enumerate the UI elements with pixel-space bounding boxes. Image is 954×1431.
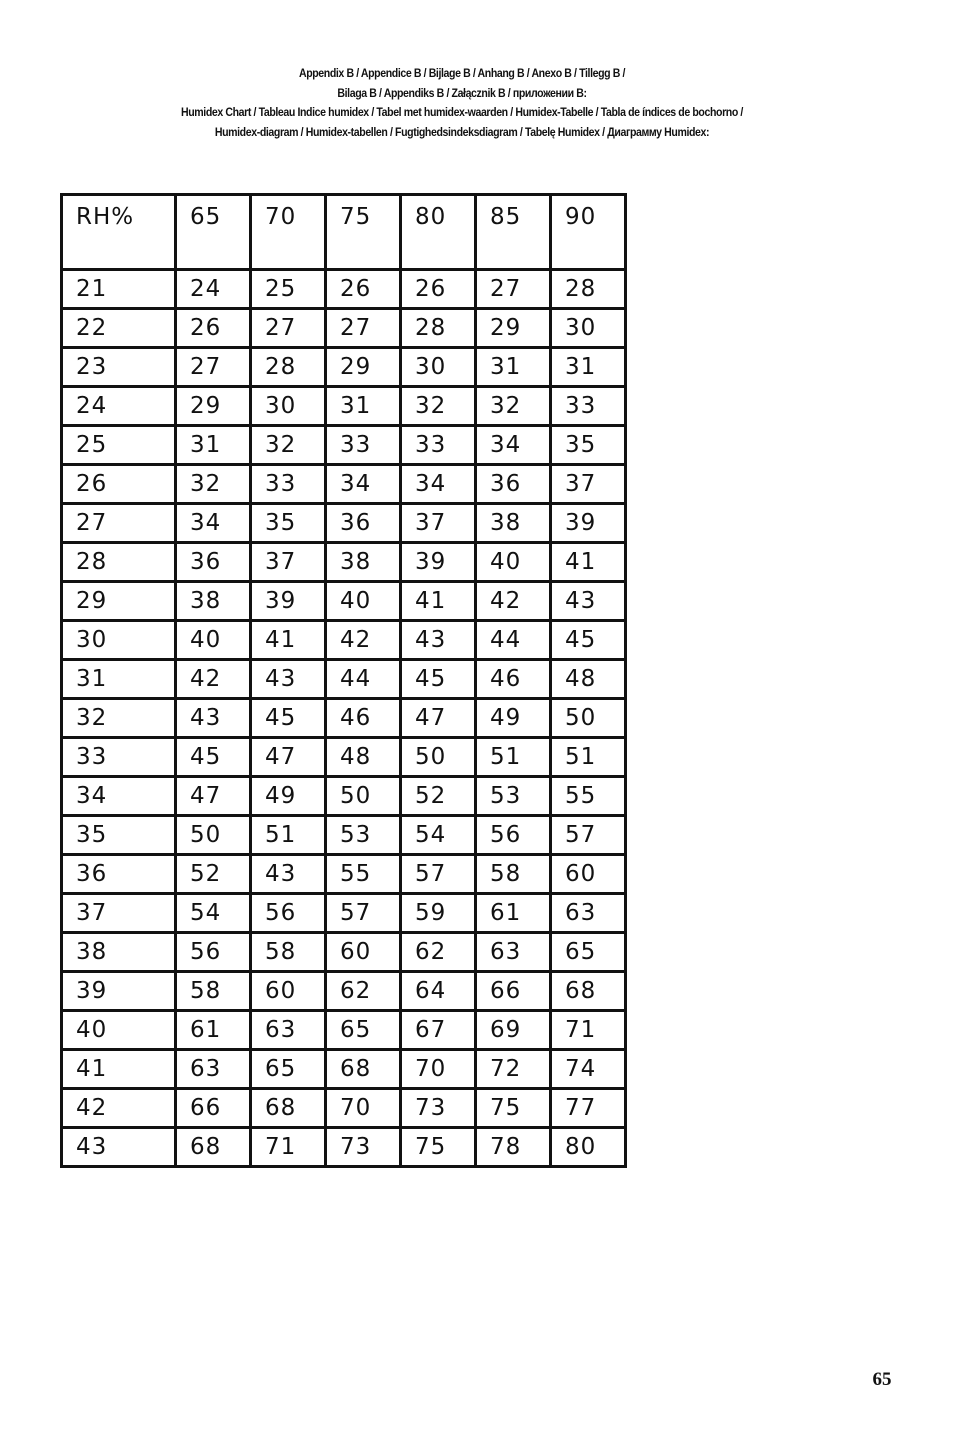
humidex-value-cell: 37 [401,504,476,543]
table-row [62,426,626,465]
humidex-value-cell: 47 [251,738,326,777]
humidex-value-cell: 25 [251,270,326,309]
humidex-value-cell: 32 [176,465,251,504]
humidex-value-cell: 56 [176,933,251,972]
humidex-value-cell: 56 [251,894,326,933]
temperature-cell: 37 [62,894,176,933]
humidex-value-cell: 40 [176,621,251,660]
humidex-value-cell: 47 [401,699,476,738]
humidex-value-cell: 51 [476,738,551,777]
table-row [62,270,626,309]
humidex-table-body [62,195,626,1167]
humidex-value-cell: 71 [551,1011,626,1050]
humidex-value-cell: 35 [551,426,626,465]
table-row [62,816,626,855]
humidex-value-cell: 43 [251,660,326,699]
table-row [62,1011,626,1050]
humidex-value-cell: 30 [251,387,326,426]
temperature-cell: 36 [62,855,176,894]
humidex-value-cell: 28 [251,348,326,387]
table-row [62,504,626,543]
header-cell: 90 [551,195,626,270]
humidex-value-cell: 42 [476,582,551,621]
humidex-value-cell: 26 [326,270,401,309]
header-cell: 85 [476,195,551,270]
humidex-value-cell: 33 [251,465,326,504]
humidex-value-cell: 33 [401,426,476,465]
humidex-value-cell: 35 [251,504,326,543]
humidex-value-cell: 32 [251,426,326,465]
humidex-value-cell: 66 [476,972,551,1011]
humidex-value-cell: 70 [401,1050,476,1089]
heading-line-4: Humidex-diagram / Humidex-tabellen / Fugtighedsindeksdiagram / Tabelę Humidex / Диаграмму Humidex: [214,124,710,139]
humidex-value-cell: 42 [176,660,251,699]
table-row [62,465,626,504]
humidex-value-cell: 44 [476,621,551,660]
humidex-value-cell: 31 [326,387,401,426]
temperature-cell: 27 [62,504,176,543]
humidex-value-cell: 62 [401,933,476,972]
humidex-value-cell: 45 [401,660,476,699]
table-row [62,777,626,816]
table-row [62,738,626,777]
humidex-value-cell: 40 [326,582,401,621]
temperature-cell: 21 [62,270,176,309]
humidex-value-cell: 43 [176,699,251,738]
table-row [62,1128,626,1167]
humidex-value-cell: 27 [476,270,551,309]
humidex-value-cell: 73 [401,1089,476,1128]
humidex-value-cell: 36 [176,543,251,582]
humidex-value-cell: 30 [401,348,476,387]
table-header-row [62,195,626,270]
humidex-value-cell: 49 [251,777,326,816]
humidex-value-cell: 43 [401,621,476,660]
humidex-value-cell: 27 [176,348,251,387]
humidex-value-cell: 43 [551,582,626,621]
humidex-value-cell: 77 [551,1089,626,1128]
humidex-value-cell: 68 [551,972,626,1011]
appendix-heading [55,64,868,142]
page-number: 65 [872,1369,892,1390]
humidex-value-cell: 27 [326,309,401,348]
table-row [62,660,626,699]
table-row [62,972,626,1011]
humidex-value-cell: 61 [176,1011,251,1050]
humidex-value-cell: 24 [176,270,251,309]
humidex-value-cell: 38 [176,582,251,621]
temperature-cell: 35 [62,816,176,855]
temperature-cell: 22 [62,309,176,348]
table-row [62,348,626,387]
heading-line-1: Appendix B / Appendice B / Bijlage B / Anhang B / Anexo B / Tillegg B / [298,66,626,80]
humidex-value-cell: 60 [551,855,626,894]
humidex-value-cell: 57 [326,894,401,933]
humidex-value-cell: 37 [551,465,626,504]
humidex-value-cell: 34 [476,426,551,465]
humidex-value-cell: 69 [476,1011,551,1050]
humidex-value-cell: 80 [551,1128,626,1167]
humidex-value-cell: 64 [401,972,476,1011]
temperature-cell: 29 [62,582,176,621]
humidex-value-cell: 49 [476,699,551,738]
humidex-value-cell: 65 [251,1050,326,1089]
heading-line-2: Bilaga B / Appendiks B / Załącznik B / приложении B: [337,85,587,100]
humidex-value-cell: 60 [251,972,326,1011]
humidex-value-cell: 36 [476,465,551,504]
humidex-value-cell: 57 [401,855,476,894]
header-cell: 75 [326,195,401,270]
humidex-value-cell: 72 [476,1050,551,1089]
humidex-value-cell: 75 [476,1089,551,1128]
humidex-value-cell: 28 [401,309,476,348]
temperature-cell: 40 [62,1011,176,1050]
table-row [62,1089,626,1128]
temperature-cell: 42 [62,1089,176,1128]
humidex-value-cell: 63 [476,933,551,972]
temperature-cell: 32 [62,699,176,738]
humidex-value-cell: 68 [251,1089,326,1128]
humidex-value-cell: 63 [551,894,626,933]
humidex-value-cell: 54 [176,894,251,933]
humidex-value-cell: 71 [251,1128,326,1167]
humidex-value-cell: 43 [251,855,326,894]
humidex-value-cell: 32 [401,387,476,426]
humidex-value-cell: 38 [476,504,551,543]
humidex-value-cell: 50 [401,738,476,777]
humidex-value-cell: 53 [476,777,551,816]
header-cell-rh: RH% [62,195,176,270]
humidex-value-cell: 74 [551,1050,626,1089]
humidex-value-cell: 70 [326,1089,401,1128]
humidex-value-cell: 36 [326,504,401,543]
table-row [62,699,626,738]
table-row [62,543,626,582]
temperature-cell: 33 [62,738,176,777]
humidex-value-cell: 63 [251,1011,326,1050]
humidex-value-cell: 46 [476,660,551,699]
humidex-table [60,193,627,1168]
table-row [62,309,626,348]
header-cell: 80 [401,195,476,270]
humidex-value-cell: 34 [401,465,476,504]
humidex-value-cell: 41 [251,621,326,660]
humidex-value-cell: 65 [326,1011,401,1050]
temperature-cell: 23 [62,348,176,387]
humidex-value-cell: 45 [176,738,251,777]
humidex-value-cell: 40 [476,543,551,582]
table-row [62,582,626,621]
humidex-value-cell: 26 [176,309,251,348]
humidex-value-cell: 39 [401,543,476,582]
humidex-value-cell: 65 [551,933,626,972]
header-cell: 65 [176,195,251,270]
humidex-value-cell: 27 [251,309,326,348]
temperature-cell: 26 [62,465,176,504]
humidex-value-cell: 34 [176,504,251,543]
humidex-value-cell: 48 [326,738,401,777]
humidex-value-cell: 58 [251,933,326,972]
heading-line-3: Humidex Chart / Tableau Indice humidex / Tabel met humidex-waarden / Humidex-Tabelle / Tabla de índices de bochorno / [181,105,743,119]
table-row [62,387,626,426]
humidex-value-cell: 48 [551,660,626,699]
humidex-value-cell: 59 [401,894,476,933]
humidex-value-cell: 51 [551,738,626,777]
humidex-value-cell: 50 [176,816,251,855]
humidex-value-cell: 61 [476,894,551,933]
humidex-value-cell: 67 [401,1011,476,1050]
humidex-value-cell: 50 [326,777,401,816]
table-row [62,621,626,660]
humidex-value-cell: 54 [401,816,476,855]
temperature-cell: 41 [62,1050,176,1089]
humidex-value-cell: 42 [326,621,401,660]
humidex-value-cell: 34 [326,465,401,504]
temperature-cell: 43 [62,1128,176,1167]
humidex-value-cell: 57 [551,816,626,855]
humidex-value-cell: 29 [326,348,401,387]
humidex-value-cell: 55 [326,855,401,894]
temperature-cell: 38 [62,933,176,972]
humidex-value-cell: 31 [176,426,251,465]
humidex-value-cell: 26 [401,270,476,309]
humidex-value-cell: 58 [476,855,551,894]
humidex-value-cell: 78 [476,1128,551,1167]
humidex-value-cell: 31 [551,348,626,387]
humidex-value-cell: 68 [176,1128,251,1167]
table-row [62,1050,626,1089]
table-row [62,894,626,933]
humidex-value-cell: 30 [551,309,626,348]
humidex-value-cell: 60 [326,933,401,972]
humidex-value-cell: 31 [476,348,551,387]
humidex-value-cell: 55 [551,777,626,816]
humidex-value-cell: 45 [551,621,626,660]
humidex-value-cell: 63 [176,1050,251,1089]
humidex-value-cell: 51 [251,816,326,855]
humidex-value-cell: 58 [176,972,251,1011]
humidex-value-cell: 56 [476,816,551,855]
humidex-value-cell: 38 [326,543,401,582]
humidex-value-cell: 66 [176,1089,251,1128]
humidex-value-cell: 29 [476,309,551,348]
humidex-value-cell: 75 [401,1128,476,1167]
humidex-value-cell: 44 [326,660,401,699]
humidex-value-cell: 46 [326,699,401,738]
humidex-value-cell: 33 [326,426,401,465]
humidex-value-cell: 45 [251,699,326,738]
temperature-cell: 31 [62,660,176,699]
temperature-cell: 34 [62,777,176,816]
humidex-value-cell: 53 [326,816,401,855]
table-row [62,933,626,972]
humidex-value-cell: 32 [476,387,551,426]
humidex-value-cell: 52 [401,777,476,816]
humidex-value-cell: 28 [551,270,626,309]
humidex-value-cell: 62 [326,972,401,1011]
humidex-value-cell: 33 [551,387,626,426]
humidex-value-cell: 50 [551,699,626,738]
header-cell: 70 [251,195,326,270]
humidex-value-cell: 47 [176,777,251,816]
humidex-value-cell: 68 [326,1050,401,1089]
humidex-value-cell: 41 [401,582,476,621]
humidex-value-cell: 37 [251,543,326,582]
humidex-value-cell: 39 [251,582,326,621]
humidex-value-cell: 73 [326,1128,401,1167]
humidex-value-cell: 39 [551,504,626,543]
temperature-cell: 30 [62,621,176,660]
humidex-value-cell: 41 [551,543,626,582]
temperature-cell: 24 [62,387,176,426]
humidex-value-cell: 29 [176,387,251,426]
temperature-cell: 39 [62,972,176,1011]
table-row [62,855,626,894]
temperature-cell: 25 [62,426,176,465]
temperature-cell: 28 [62,543,176,582]
humidex-value-cell: 52 [176,855,251,894]
